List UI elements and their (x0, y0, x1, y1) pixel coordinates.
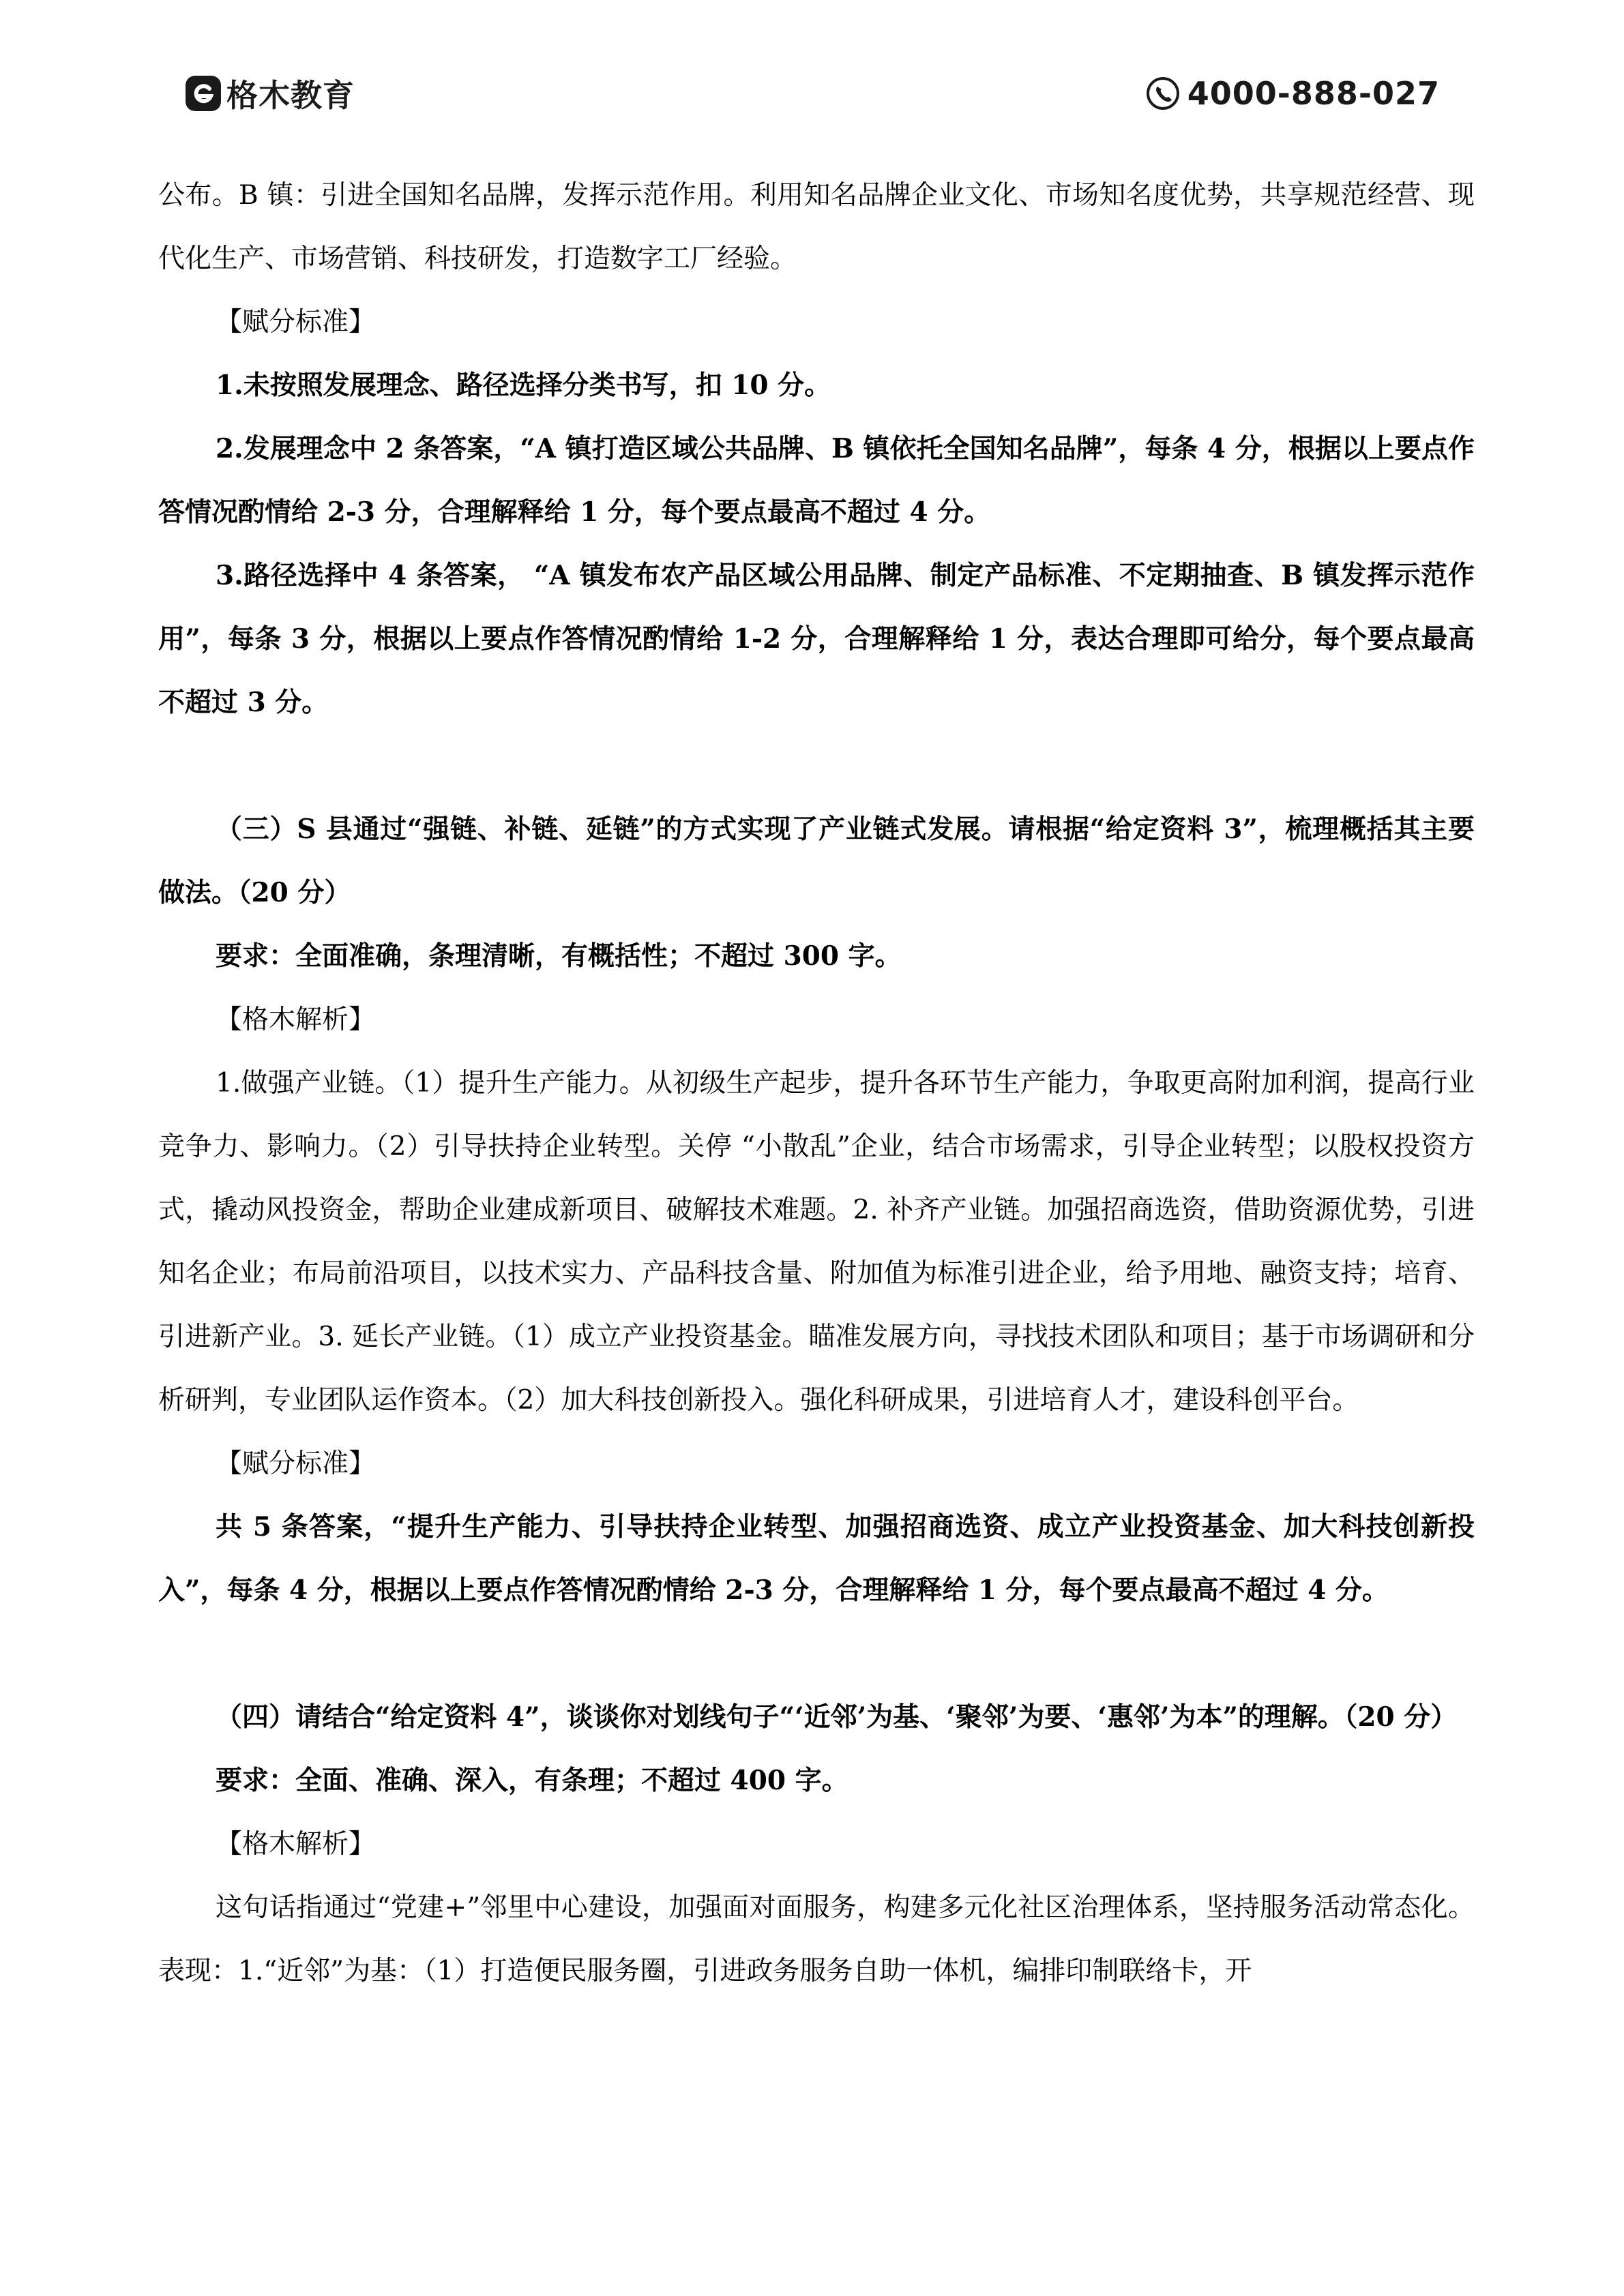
hotline (1145, 71, 1440, 116)
scoring-heading: 【赋分标准】 (216, 1448, 376, 1479)
analysis-text: 这句话指通过“党建+”邻里中心建设，加强面对面服务，构建多元化社区治理体系，坚持服务活动常态化。表现：1.“近邻”为基：（1）打造便民服务圈，引进政务服务自助一体机，编排印制联络卡，开 (158, 1892, 1475, 1986)
section-gap (158, 1622, 1475, 1686)
analysis-heading: 【格木解析】 (216, 1004, 376, 1035)
scoring-item: 1.未按照发展理念、路径选择分类书写，扣 10 分。 (216, 370, 831, 401)
question-3: （三）S 县通过“强链、补链、延链”的方式实现了产业链式发展。请根据“给定资料 3”，梳理概括其主要做法。（20 分） (158, 814, 1475, 908)
scoring-text: 共 5 条答案，“提升生产能力、引导扶持企业转型、加强招商选资、成立产业投资基金、加大科技创新投入”，每条 4 分，根据以上要点作答情况酌情给 2-3 分，合理解释给 1 分，每个要点最高不超过 4 分。 (158, 1511, 1475, 1606)
phone-icon (1145, 76, 1181, 111)
brand-e-icon (186, 76, 221, 111)
hotline-number: 4000-888-027 (1187, 75, 1440, 112)
question-4: （四）请结合“给定资料 4”，谈谈你对划线句子“‘近邻’为基、‘聚邻’为要、‘惠邻’为本”的理解。（20 分） (216, 1701, 1458, 1733)
paragraph: 公布。B 镇：引进全国知名品牌，发挥示范作用。利用知名品牌企业文化、市场知名度优势，共享规范经营、现代化生产、市场营销、科技研发，打造数字工厂经验。 (158, 180, 1475, 274)
document-body (158, 164, 1475, 2003)
analysis-heading: 【格木解析】 (216, 1829, 376, 1860)
scoring-item: 2.发展理念中 2 条答案，“A 镇打造区域公共品牌、B 镇依托全国知名品牌”，每条 4 分，根据以上要点作答情况酌情给 2-3 分，合理解释给 1 分，每个要点最高不超过 4 分。 (158, 433, 1475, 528)
section-gap (158, 734, 1475, 798)
scoring-heading: 【赋分标准】 (216, 307, 376, 338)
question-4-requirement: 要求：全面、准确、深入，有条理；不超过 400 字。 (216, 1765, 848, 1796)
brand-logo (186, 71, 355, 116)
analysis-text: 1.做强产业链。（1）提升生产能力。从初级生产起步，提升各环节生产能力，争取更高附加利润，提高行业竞争力、影响力。（2）引导扶持企业转型。关停 “小散乱”企业，结合市场需求，引导企业转型；以股权投资方式，撬动风投资金，帮助企业建成新项目、破解技术难题。2. 补齐产业链。加强招商选资，借助资源优势，引进知名企业；布局前沿项目，以技术实力、产品科技含量、附加值为标准引进企业，给予用地、融资支持；培育、引进新产业。3. 延长产业链。（1）成立产业投资基金。瞄准发展方向，寻找技术团队和项目；基于市场调研和分析研判，专业团队运作资本。（2）加大科技创新投入。强化科研成果，引进培育人才，建设科创平台。 (158, 1068, 1475, 1416)
scoring-item: 3.路径选择中 4 条答案， “A 镇发布农产品区域公用品牌、制定产品标准、不定期抽查、B 镇发挥示范作用”，每条 3 分，根据以上要点作答情况酌情给 1-2 分，合理解释给 1 分，表达合理即可给分，每个要点最高不超过 3 分。 (158, 560, 1475, 718)
page-header (0, 0, 1624, 164)
question-3-requirement: 要求：全面准确，条理清晰，有概括性；不超过 300 字。 (216, 940, 902, 972)
brand-name: 格木教育 (226, 77, 355, 114)
